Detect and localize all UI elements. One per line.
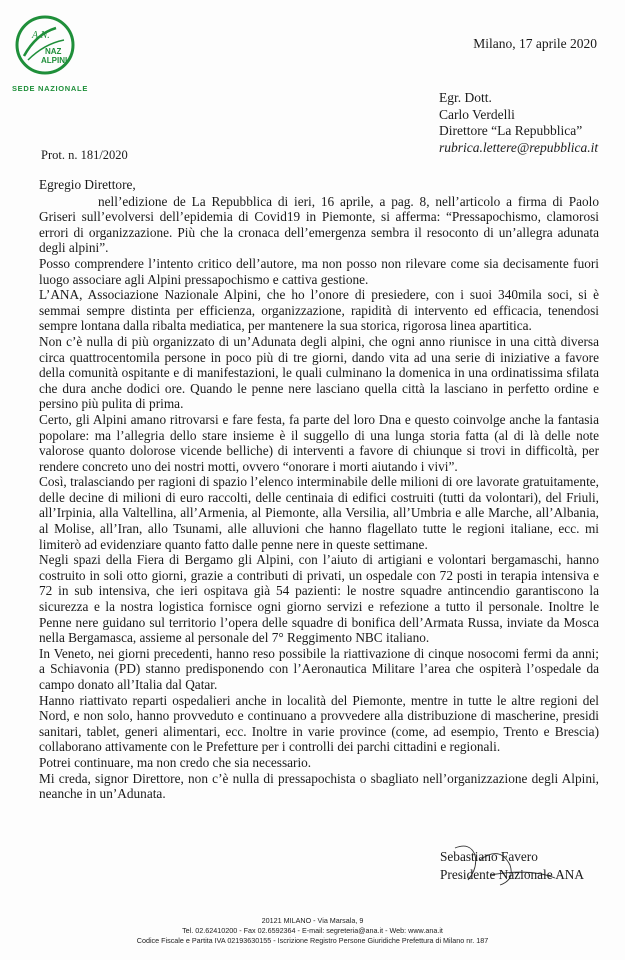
paragraph: Non c’è nulla di più organizzato di un’Adunata degli alpini, che ogni anno riunisce in una città diversa circa quattrocentomila persone in poco più di tre giorni, dando vita ad una serie di iniziative a favore della comunità ospitante e di manifestazioni, le quali culminano la domenica in una ordinatissima sfilata che dura anche dodici ore. Quando le penne nere lasciano quella città la lasciano in perfetto ordine e persino più pulita di prima. bbox=[39, 333, 599, 412]
signer-title: Presidente Nazionale ANA bbox=[440, 867, 585, 882]
footer-contacts: Tel. 02.62410200 - Fax 02.6592364 - E-mail: segreteria@ana.it - Web: www.ana.it bbox=[182, 926, 443, 935]
paragraph: Mi creda, signor Direttore, non c’è nulla di pressapochista o sbagliato nell’organizzazione degli Alpini, neanche in un’Adunata. bbox=[39, 770, 599, 802]
sede-label: SEDE NAZIONALE bbox=[11, 84, 89, 93]
letterhead-footer bbox=[0, 916, 625, 946]
protocol-number: Prot. n. 181/2020 bbox=[41, 148, 128, 162]
paragraph: In Veneto, nei giorni precedenti, hanno reso possibile la riattivazione di cinque nosocomi fermi da anni; a Schiavonia (PD) stanno predisponendo con l’Aeronautica Militare l’area che ospiterà l’ospedale da campo donato all’Italia dal Qatar. bbox=[39, 645, 599, 692]
paragraph: Negli spazi della Fiera di Bergamo gli Alpini, con l’aiuto di artigiani e volontari bergamaschi, hanno costruito in soli otto giorni, grazie a contributi di privati, un ospedale con 72 posti in terapia intensiva e 72 in sub intensiva, che ieri ospitava già 54 pazienti: le nostre squadre antincendio garantiscono la sicurezza e la nostra logistica fornisce ogni giorno servizi e refezione a tutto il personale. Inoltre le Penne nere guidano sul territorio l’opera delle squadre di bonifica dell’Armata Russa, inviate da Mosca nella Bergamasca, assieme al personale del 7° Reggimento NBC italiano. bbox=[39, 552, 599, 646]
paragraph: Così, tralasciando per ragioni di spazio l’elenco interminabile delle milioni di ore lavorate gratuitamente, delle decine di milioni di euro raccolti, delle centinaia di edifici costruiti (tutti da volontari), del Friuli, all’Irpinia, alla Valtellina, all’Armenia, al Piemonte, alla Versilia, all’Umbria e alle Marche, all’Albania, al Molise, all’Iran, allo Tsunami, alle alluvioni che hanno flagellato tutte le regioni italiane, ecc. mi limiterò ad evidenziare quanto fatto dalle penne nere in queste settimane. bbox=[39, 474, 599, 552]
signer-name: Sebastiano Favero bbox=[440, 849, 538, 864]
footer-registration: Codice Fiscale e Partita IVA 02193630155 - Iscrizione Registro Persone Giuridiche Prefettura di Milano nr. 187 bbox=[136, 936, 489, 945]
paragraph: Hanno riattivato reparti ospedalieri anche in località del Piemonte, mentre in tutte le altre regioni del Nord, e non solo, hanno provveduto e continuano a provvedere alla distribuzione di mascherine, presidi sanitari, tablet, generi alimentari, ecc. Inoltre in varie province (come, ad esempio, Trento e Brescia) collaborano attivamente con le Prefetture per i controlli dei parchi cittadini e regionali. bbox=[39, 692, 599, 755]
logo-text-alpini: ALPINI bbox=[41, 56, 68, 65]
logo-initials: A.N. bbox=[32, 30, 50, 41]
salutation: Egregio Direttore, bbox=[39, 177, 136, 192]
recipient-email: rubrica.lettere@repubblica.it bbox=[439, 139, 599, 155]
paragraph: nell’edizione de La Repubblica di ieri, 16 aprile, a pag. 8, nell’articolo a firma di Paolo Griseri sull’evolversi dell’epidemia di Covid19 in Piemonte, si afferma: “Pressapochismo, clamorosi errori di organizzazione. Più che la cronaca dell’emergenza sembra il resoconto di un’allegra adunata degli alpini”. bbox=[39, 193, 599, 256]
footer-address: 20121 MILANO - Via Marsala, 9 bbox=[261, 916, 364, 925]
place-date: Milano, 17 aprile 2020 bbox=[473, 36, 597, 51]
logo-text-naz: NAZ bbox=[45, 47, 62, 56]
recipient-address bbox=[439, 90, 598, 156]
letter-body bbox=[39, 177, 599, 802]
ana-logo bbox=[14, 14, 76, 76]
paragraph: Certo, gli Alpini amano ritrovarsi e fare festa, fa parte del loro Dna e questo coinvolge anche la fantasia popolare: ma l’allegria dello stare insieme è il suggello di una lunga storia fatta (al di là delle note valorose quanto dolorose vicende belliche) di interventi a favore di chiunque si trovi in difficoltà, per rendere concreto uno dei nostri motti, ovvero “onorare i morti aiutando i vivi”. bbox=[39, 411, 599, 474]
paragraph: Potrei continuare, ma non credo che sia necessario. bbox=[39, 754, 312, 770]
recipient-role: Direttore “La Repubblica” bbox=[439, 123, 583, 138]
paragraph: Posso comprendere l’intento critico dell’autore, ma non posso non rilevare come sia decisamente fuori luogo associare agli Alpini pressapochismo e cattiva gestione. bbox=[39, 255, 599, 287]
paragraph: L’ANA, Associazione Nazionale Alpini, che ho l’onore di presiedere, con i suoi 340mila soci, si è semmai sempre distinta per efficienza, organizzazione, rapidità di intervento ed efficacia, tenendosi sempre lontana dalla ribalta mediatica, per mantenere la sua storica, rigorosa linea apartitica. bbox=[39, 287, 599, 334]
signature-block bbox=[440, 848, 584, 884]
recipient-name: Carlo Verdelli bbox=[439, 106, 515, 122]
recipient-line1: Egr. Dott. bbox=[439, 90, 492, 105]
